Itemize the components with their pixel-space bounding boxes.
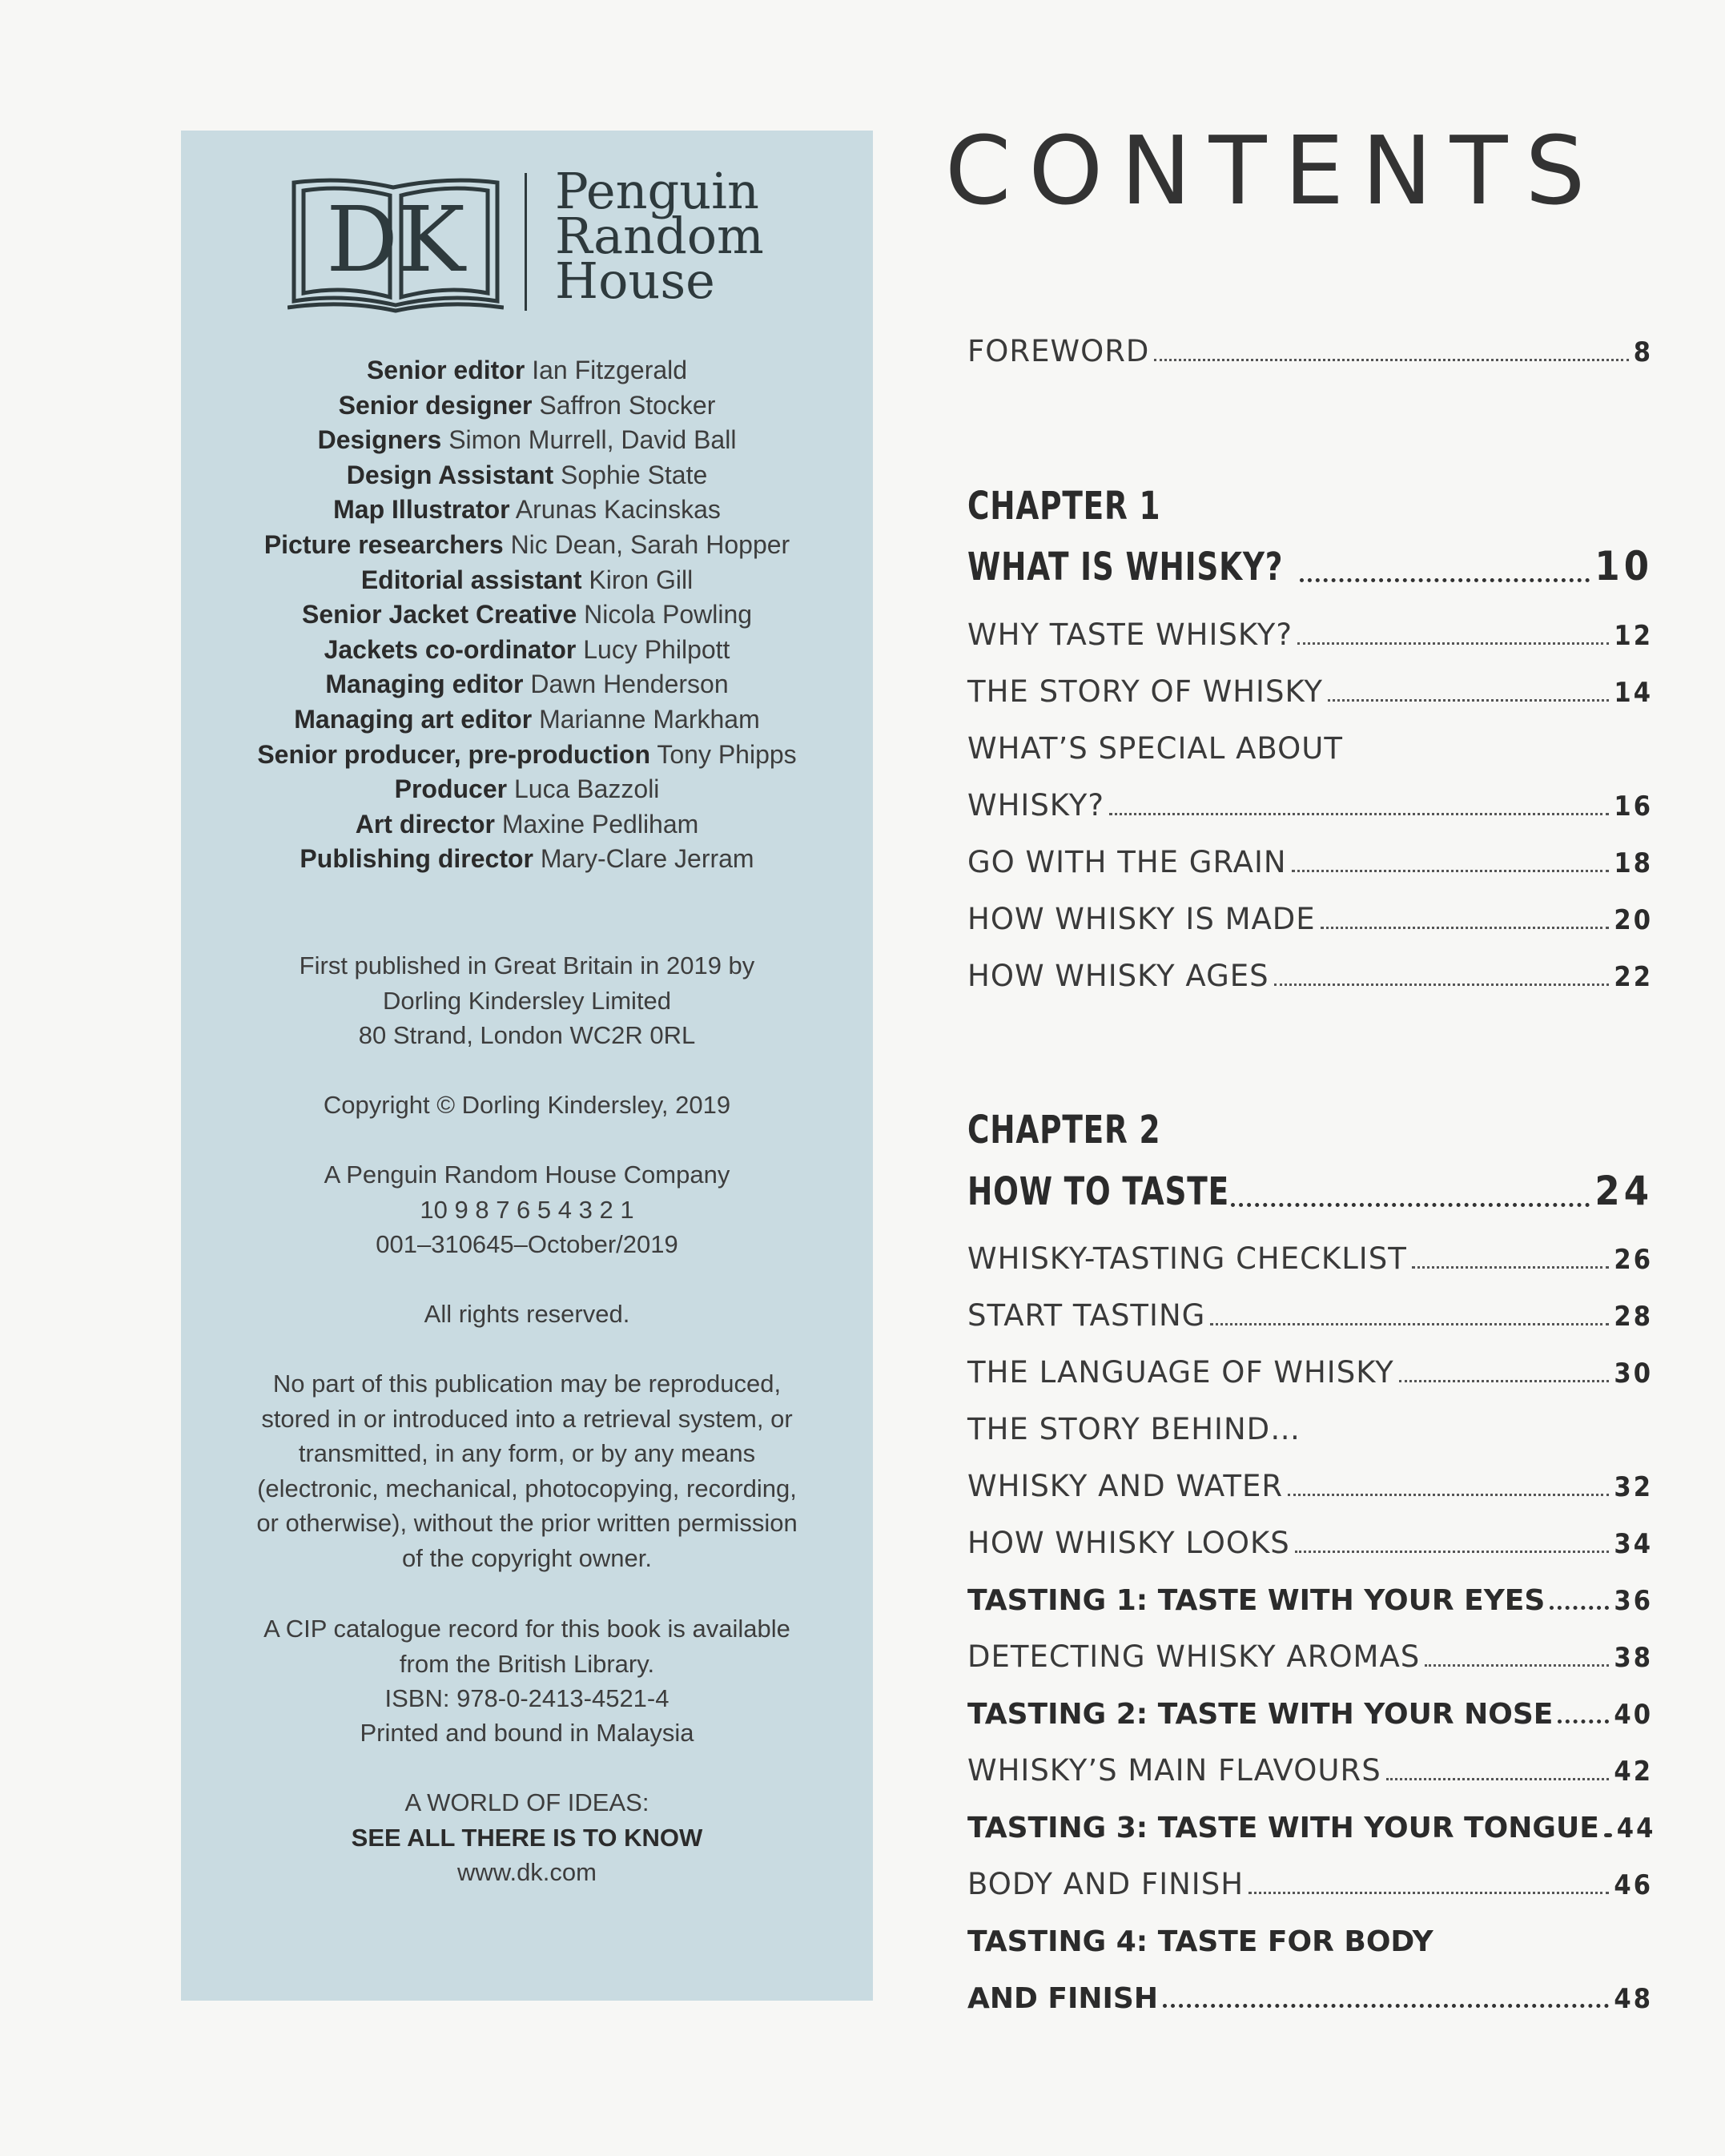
toc-page-number: 40 bbox=[1614, 1699, 1653, 1731]
toc-entry[interactable] bbox=[967, 1796, 1656, 1844]
toc-page-number: 46 bbox=[1614, 1869, 1653, 1901]
dot-leader bbox=[1412, 1266, 1610, 1269]
credit-line bbox=[181, 667, 873, 702]
toc-entry-label: WHISKY-TASTING CHECKLIST bbox=[967, 1241, 1407, 1276]
pub-line: from the British Library. bbox=[399, 1649, 655, 1678]
credit-line bbox=[181, 563, 873, 598]
publisher-name bbox=[555, 162, 764, 310]
toc-entry-label: HOW WHISKY AGES bbox=[967, 959, 1269, 993]
toc-page-number: 26 bbox=[1614, 1244, 1653, 1276]
toc-entry[interactable] bbox=[967, 888, 1653, 936]
toc-entry-label: THE STORY OF WHISKY bbox=[967, 674, 1323, 709]
dot-leader bbox=[1328, 699, 1609, 702]
toc-entry[interactable] bbox=[967, 774, 1653, 823]
toc-entry[interactable] bbox=[967, 1455, 1653, 1503]
credit-line bbox=[181, 388, 873, 424]
chapter-title-row[interactable] bbox=[967, 541, 1653, 589]
dot-leader bbox=[1163, 2004, 1609, 2008]
pub-line: A Penguin Random House Company bbox=[324, 1160, 730, 1189]
toc-page-number: 22 bbox=[1614, 961, 1653, 993]
credit-line bbox=[181, 353, 873, 388]
toc-entry[interactable] bbox=[967, 1512, 1653, 1560]
credit-role: Senior Jacket Creative bbox=[301, 600, 577, 630]
toc-page-number: 32 bbox=[1614, 1471, 1653, 1503]
toc-entry[interactable] bbox=[967, 1398, 1653, 1446]
toc-page-number: 14 bbox=[1614, 677, 1653, 709]
chapter-label: CHAPTER 2 bbox=[967, 1108, 1161, 1152]
toc-entry[interactable] bbox=[967, 1910, 1653, 1958]
credit-role: Jackets co-ordinator bbox=[324, 634, 577, 664]
toc-page-number: 8 bbox=[1633, 336, 1653, 368]
toc-entry-label: TASTING 3: TASTE WITH YOUR TONGUE bbox=[967, 1812, 1599, 1844]
pub-line: A WORLD OF IDEAS: bbox=[404, 1788, 649, 1816]
credit-line bbox=[181, 702, 873, 738]
toc-entry[interactable] bbox=[967, 1626, 1653, 1674]
toc-entry[interactable] bbox=[967, 945, 1653, 993]
credit-names: Kiron Gill bbox=[589, 565, 694, 594]
credit-line bbox=[181, 738, 873, 773]
toc-entry-label: THE LANGUAGE OF WHISKY bbox=[967, 1355, 1394, 1390]
chapter-page-number: 10 bbox=[1594, 543, 1653, 589]
credit-role: Editorial assistant bbox=[360, 565, 582, 594]
dot-leader bbox=[1231, 1203, 1590, 1207]
pub-line: transmitted, in any form, or by any means bbox=[298, 1439, 756, 1468]
toc-page-number: 36 bbox=[1614, 1585, 1653, 1617]
toc-entry[interactable] bbox=[967, 604, 1653, 652]
credit-role: Designers bbox=[317, 425, 442, 455]
dot-leader bbox=[1292, 870, 1610, 872]
credit-names: Luca Bazzoli bbox=[513, 774, 660, 804]
chapter-title: HOW TO TASTE bbox=[967, 1169, 1229, 1214]
credit-names: Arunas Kacinskas bbox=[515, 495, 721, 525]
credits-list bbox=[181, 353, 873, 877]
dot-leader bbox=[1249, 1892, 1609, 1894]
credit-role: Publishing director bbox=[300, 844, 533, 874]
toc-page-number: 30 bbox=[1614, 1358, 1653, 1390]
toc-page-number: 18 bbox=[1614, 847, 1653, 879]
credit-names: Marianne Markham bbox=[539, 704, 760, 734]
toc-entry-label: THE STORY BEHIND… bbox=[967, 1412, 1301, 1446]
first-published bbox=[181, 948, 873, 1053]
toc-entry[interactable] bbox=[967, 661, 1653, 709]
credit-line bbox=[181, 772, 873, 807]
credit-line bbox=[181, 633, 873, 668]
credit-role: Art director bbox=[355, 809, 495, 839]
credit-names: Dawn Henderson bbox=[530, 670, 729, 699]
credit-role: Managing editor bbox=[325, 670, 524, 699]
toc-entry-label: START TASTING bbox=[967, 1298, 1206, 1333]
company-info bbox=[181, 1157, 873, 1262]
website-link[interactable]: www.dk.com bbox=[457, 1858, 597, 1887]
toc-page-number: 20 bbox=[1614, 904, 1653, 936]
credit-names: Maxine Pedliham bbox=[501, 809, 699, 839]
credit-line bbox=[181, 807, 873, 843]
publisher-line: Penguin bbox=[555, 162, 759, 220]
credit-role: Producer bbox=[394, 774, 508, 804]
copyright bbox=[181, 1088, 873, 1123]
pub-line: First published in Great Britain in 2019 by bbox=[299, 951, 755, 979]
pub-line: of the copyright owner. bbox=[402, 1543, 652, 1572]
toc-entry[interactable] bbox=[967, 1569, 1653, 1617]
pub-line: 80 Strand, London WC2R 0RL bbox=[358, 1021, 696, 1050]
chapter-title-row[interactable] bbox=[967, 1166, 1653, 1214]
chapter-label: CHAPTER 1 bbox=[967, 484, 1161, 529]
publisher-line: Random bbox=[555, 207, 764, 265]
toc-entry-label: TASTING 1: TASTE WITH YOUR EYES bbox=[967, 1584, 1546, 1617]
credit-line bbox=[181, 458, 873, 493]
toc-entry-label: WHAT’S SPECIAL ABOUT bbox=[967, 731, 1343, 766]
pub-line: 001–310645–October/2019 bbox=[376, 1230, 678, 1259]
dot-leader bbox=[1300, 578, 1590, 582]
dot-leader bbox=[1425, 1664, 1609, 1667]
pub-line: 10 9 8 7 6 5 4 3 2 1 bbox=[420, 1195, 634, 1224]
toc-entry-label: HOW WHISKY IS MADE bbox=[967, 902, 1316, 936]
pub-line: No part of this publication may be reproduced, bbox=[272, 1370, 782, 1398]
rights bbox=[181, 1297, 873, 1332]
dot-leader bbox=[1604, 1833, 1612, 1837]
dot-leader bbox=[1321, 927, 1610, 929]
credit-names: Nicola Powling bbox=[584, 600, 753, 630]
chapter-title: WHAT IS WHISKY? bbox=[967, 545, 1284, 589]
toc-page-number: 42 bbox=[1614, 1756, 1653, 1788]
credit-names: Ian Fitzgerald bbox=[532, 356, 688, 384]
credit-line bbox=[181, 597, 873, 633]
credit-names: Sophie State bbox=[561, 460, 708, 489]
dot-leader bbox=[1295, 1551, 1610, 1553]
toc-entry-label: WHY TASTE WHISKY? bbox=[967, 617, 1293, 652]
tagline: SEE ALL THERE IS TO KNOW bbox=[351, 1823, 703, 1852]
credit-names: Lucy Philpott bbox=[583, 634, 730, 664]
rights-notice bbox=[181, 1366, 873, 1576]
credit-role: Senior producer, pre-production bbox=[257, 739, 651, 769]
logo-divider bbox=[525, 173, 527, 311]
toc-entry-label: FOREWORD bbox=[967, 334, 1150, 368]
credit-names: Simon Murrell, David Ball bbox=[448, 425, 737, 455]
credit-role: Managing art editor bbox=[294, 704, 533, 734]
dot-leader bbox=[1274, 983, 1610, 986]
toc-entry-label: BODY AND FINISH bbox=[967, 1867, 1244, 1901]
credit-names: Nic Dean, Sarah Hopper bbox=[510, 529, 790, 559]
pub-line: Dorling Kindersley Limited bbox=[382, 986, 672, 1015]
cip-record bbox=[181, 1611, 873, 1716]
contents-title: CONTENTS bbox=[945, 115, 1603, 226]
toc-entry-label: WHISKY’S MAIN FLAVOURS bbox=[967, 1753, 1381, 1788]
credit-line bbox=[181, 493, 873, 528]
toc-entry[interactable] bbox=[967, 1341, 1653, 1390]
pub-line: Printed and bound in Malaysia bbox=[360, 1719, 694, 1747]
dk-letters: DK bbox=[326, 188, 465, 292]
toc-entry[interactable] bbox=[967, 1285, 1653, 1333]
toc-page-number: 12 bbox=[1614, 620, 1653, 652]
dk-book-logo-icon bbox=[288, 173, 504, 313]
toc-entry[interactable] bbox=[967, 1683, 1653, 1731]
toc-entry[interactable] bbox=[967, 1740, 1653, 1788]
credit-role: Design Assistant bbox=[346, 460, 554, 489]
toc-entry-label: HOW WHISKY LOOKS bbox=[967, 1526, 1290, 1560]
imprint-panel bbox=[181, 131, 873, 2001]
pub-line: ISBN: 978-0-2413-4521-4 bbox=[384, 1684, 669, 1713]
world-of-ideas bbox=[181, 1785, 873, 1890]
toc-page-number: 34 bbox=[1614, 1528, 1653, 1560]
toc-page-number: 28 bbox=[1614, 1301, 1653, 1333]
pub-line: All rights reserved. bbox=[424, 1300, 630, 1328]
toc-entry[interactable] bbox=[967, 1853, 1653, 1901]
dot-leader bbox=[1399, 1380, 1610, 1382]
dot-leader bbox=[1297, 642, 1609, 645]
credit-role: Picture researchers bbox=[263, 529, 504, 559]
pub-line: Copyright © Dorling Kindersley, 2019 bbox=[323, 1091, 731, 1119]
credit-names: Tony Phipps bbox=[657, 739, 797, 769]
credit-role: Senior designer bbox=[338, 390, 533, 420]
toc-entry[interactable] bbox=[967, 831, 1653, 879]
pub-line: stored in or introduced into a retrieval system, or bbox=[261, 1404, 793, 1433]
pub-line: (electronic, mechanical, photocopying, recording, bbox=[257, 1474, 797, 1502]
publisher-line: House bbox=[555, 251, 715, 310]
toc-entry[interactable] bbox=[967, 718, 1653, 766]
toc-entry[interactable] bbox=[967, 1228, 1653, 1276]
dot-leader bbox=[1558, 1720, 1609, 1724]
credit-line bbox=[181, 528, 873, 563]
toc-entry-label: TASTING 4: TASTE FOR BODY bbox=[967, 1925, 1433, 1958]
chapter-page-number: 24 bbox=[1594, 1168, 1653, 1214]
toc-entry-label: WHISKY AND WATER bbox=[967, 1469, 1284, 1503]
toc-page-number: 48 bbox=[1614, 1983, 1653, 2015]
dot-leader bbox=[1386, 1778, 1610, 1780]
toc-entry-label: GO WITH THE GRAIN bbox=[967, 845, 1287, 879]
dot-leader bbox=[1288, 1494, 1609, 1496]
toc-foreword[interactable] bbox=[967, 320, 1653, 368]
dot-leader bbox=[1210, 1323, 1609, 1325]
toc-entry-label: AND FINISH bbox=[967, 1982, 1158, 2015]
credit-line bbox=[181, 423, 873, 458]
toc-page-number: 38 bbox=[1614, 1642, 1653, 1674]
dk-prh-logo bbox=[288, 162, 784, 313]
toc-entry-label: TASTING 2: TASTE WITH YOUR NOSE bbox=[967, 1698, 1554, 1731]
toc-entry[interactable] bbox=[967, 1967, 1653, 2015]
toc-entry-label: WHISKY? bbox=[967, 788, 1104, 823]
printed-info bbox=[181, 1716, 873, 1751]
dot-leader bbox=[1109, 813, 1609, 815]
toc-page-number: 44 bbox=[1616, 1812, 1656, 1844]
credit-names: Saffron Stocker bbox=[539, 390, 716, 420]
dot-leader bbox=[1154, 359, 1628, 361]
pub-line: or otherwise), without the prior written permission bbox=[256, 1509, 798, 1538]
credit-role: Map Illustrator bbox=[333, 495, 510, 525]
credit-role: Senior editor bbox=[366, 356, 525, 384]
credit-line bbox=[181, 842, 873, 877]
pub-line: A CIP catalogue record for this book is available bbox=[263, 1615, 790, 1643]
toc-page-number: 16 bbox=[1614, 790, 1653, 823]
toc-entry-label: DETECTING WHISKY AROMAS bbox=[967, 1639, 1421, 1674]
dot-leader bbox=[1550, 1606, 1609, 1610]
credit-names: Mary-Clare Jerram bbox=[540, 844, 754, 874]
